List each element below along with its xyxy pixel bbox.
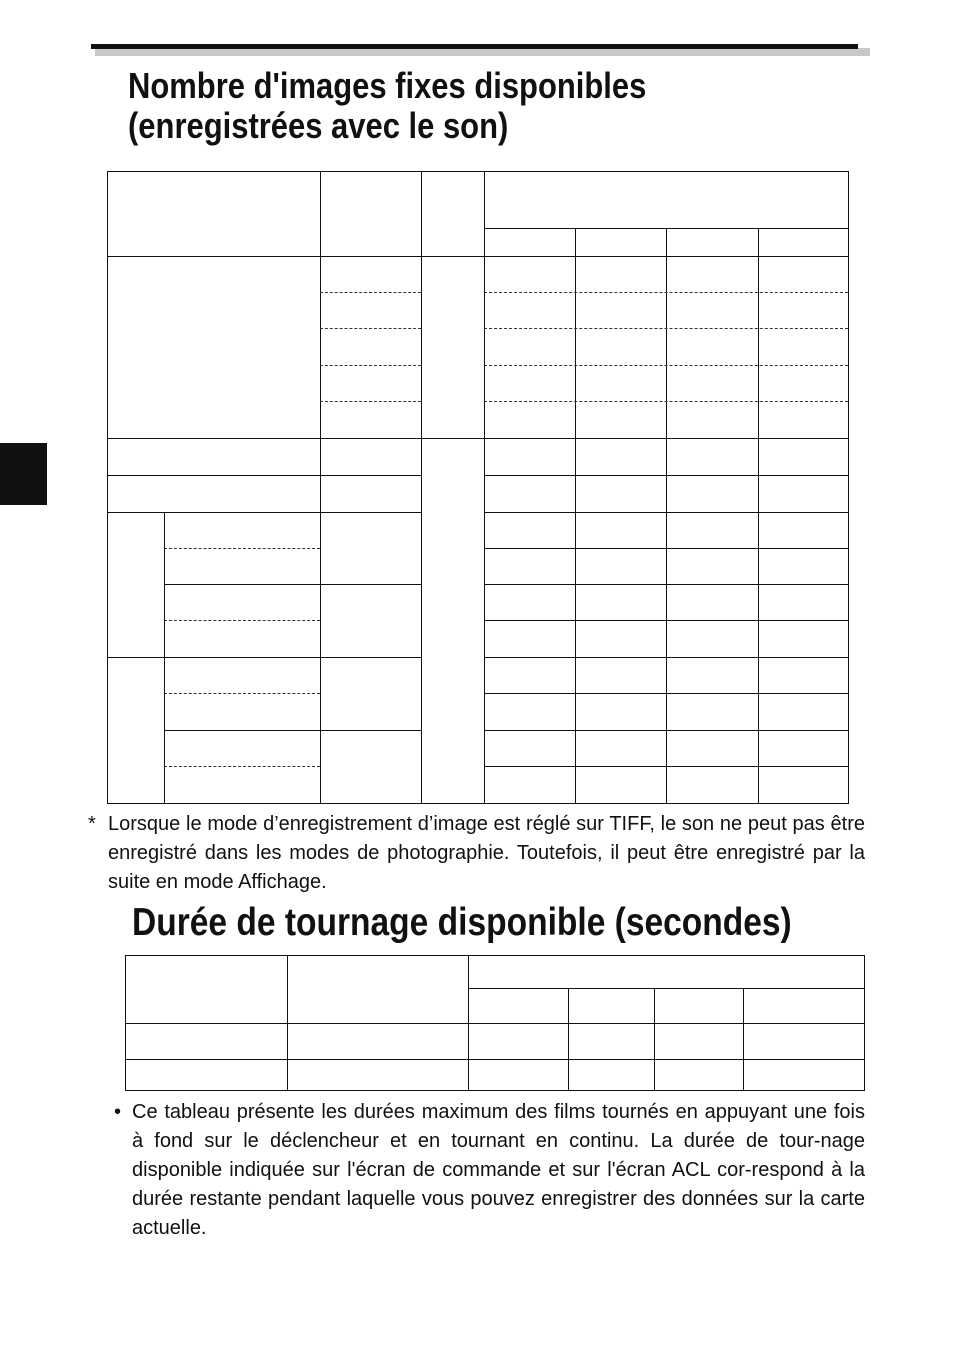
bullet-marker: • xyxy=(114,1101,122,1123)
table-rule xyxy=(125,1023,865,1024)
table-border-top xyxy=(107,171,849,172)
table-subcolumn-rule xyxy=(164,512,165,803)
table-border-left xyxy=(107,171,108,804)
table-rule xyxy=(320,584,421,585)
movie-duration-note xyxy=(114,1098,865,1243)
table-rule xyxy=(125,1059,865,1060)
table-rule xyxy=(568,988,569,1090)
table-rule xyxy=(743,988,744,1090)
table-dashed-rule xyxy=(164,766,320,767)
table-border-right xyxy=(848,171,849,804)
table-rule xyxy=(421,438,848,439)
table-dashed-rule xyxy=(320,365,421,366)
table-dashed-rule xyxy=(164,548,320,549)
table-dashed-rule xyxy=(484,401,848,402)
footnote-marker: * xyxy=(88,813,96,835)
table-rule xyxy=(164,584,320,585)
table-rule xyxy=(320,730,421,731)
table-dashed-rule xyxy=(484,328,848,329)
footnote-text: Lorsque le mode d’enregistrement d’image est réglé sur TIFF, le son ne peut pas être enregistré dans les modes de photographie. Toutefois, il peut être enregistré par la suite en mode Affichage. xyxy=(108,813,865,893)
table-header-subrule xyxy=(468,988,864,989)
bullet-text: Ce tableau présente les durées maximum des films tournés en appuyant une fois à fond sur le déclencheur et en tournant en continu. La durée de tour-nage disponible indiquée sur l'écran de commande et sur l'écran ACL cor-respond à la durée restante pendant laquelle vous pouvez enregistrer des données sur la carte actuelle. xyxy=(132,1101,865,1239)
table-rule xyxy=(484,512,848,513)
table-rule xyxy=(575,228,576,803)
table-rule xyxy=(484,657,848,658)
table-header-rule xyxy=(107,256,848,257)
header-rule-shadow xyxy=(95,48,870,56)
table-rule xyxy=(125,955,126,1091)
table-rule xyxy=(320,171,321,803)
table-rule xyxy=(287,955,288,1091)
table-rule xyxy=(484,730,848,731)
table-rule xyxy=(164,730,320,731)
table-dashed-rule xyxy=(320,401,421,402)
table-rule xyxy=(864,955,865,1091)
table-rule xyxy=(484,766,848,767)
table-rule xyxy=(484,548,848,549)
movie-section-title: Durée de tournage disponible (secondes) xyxy=(132,901,792,944)
table-border-bottom xyxy=(107,803,849,804)
table-rule xyxy=(468,955,469,1091)
table-dashed-rule xyxy=(320,328,421,329)
table-rule xyxy=(484,171,485,803)
section-title-line1: Nombre d'images fixes disponibles xyxy=(128,65,647,106)
table-rule xyxy=(484,620,848,621)
table-rule xyxy=(125,955,865,956)
table-dashed-rule xyxy=(484,292,848,293)
table-rule xyxy=(107,657,421,658)
table-rule xyxy=(654,988,655,1090)
section-title-line2: (enregistrées avec le son) xyxy=(128,105,509,146)
header-rule xyxy=(91,44,858,49)
table-rule xyxy=(107,512,421,513)
table-rule xyxy=(758,228,759,803)
table-rule xyxy=(666,228,667,803)
table-rule xyxy=(421,171,422,803)
table-rule xyxy=(107,438,421,439)
table-rule xyxy=(484,584,848,585)
tiff-footnote xyxy=(88,810,865,897)
table-dashed-rule xyxy=(164,620,320,621)
table-rule xyxy=(484,693,848,694)
table-dashed-rule xyxy=(164,693,320,694)
table-rule xyxy=(107,475,421,476)
table-rule xyxy=(484,475,848,476)
chapter-tab-marker xyxy=(0,443,47,505)
table-rule xyxy=(125,1090,865,1091)
table-dashed-rule xyxy=(484,365,848,366)
table-dashed-rule xyxy=(320,292,421,293)
